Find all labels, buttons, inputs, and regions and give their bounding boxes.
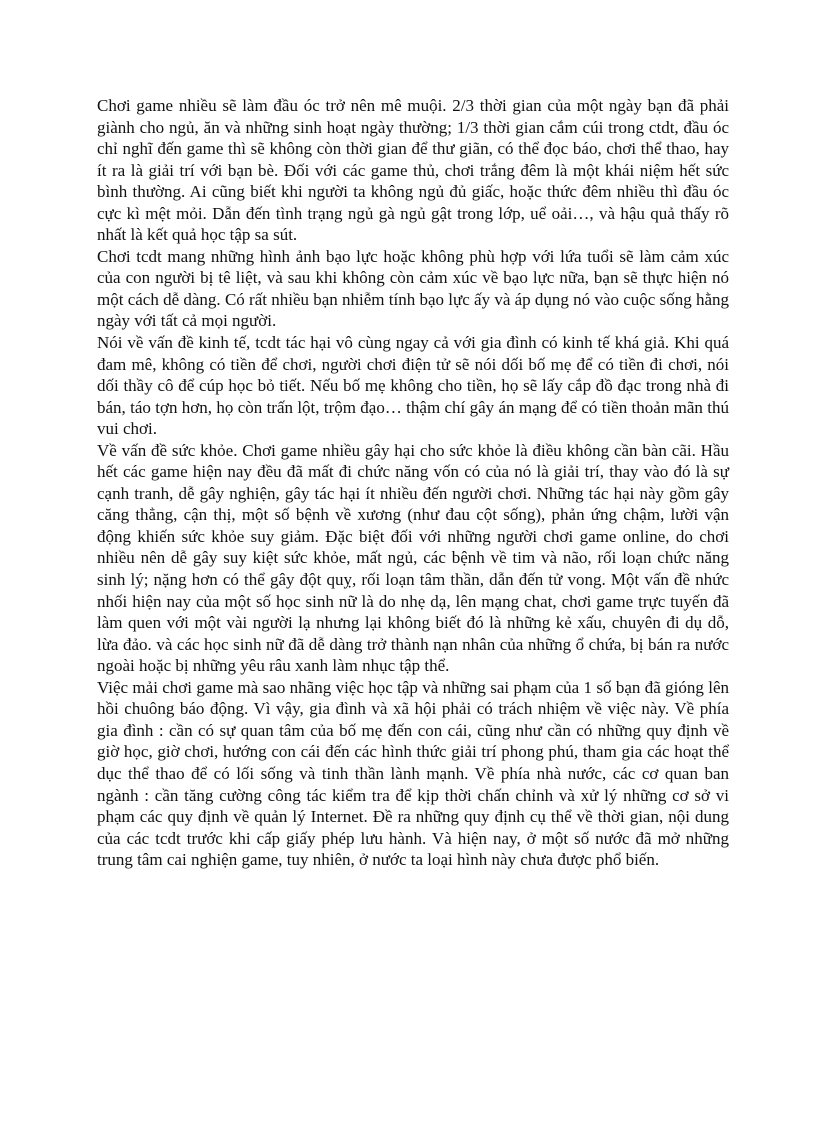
paragraph-gaming-mental-effects: Chơi game nhiều sẽ làm đầu óc trở nên mê muội. 2/3 thời gian của một ngày bạn đã phải giành cho ngủ, ăn và những sinh hoạt ngày thường; 1/3 thời gian cắm cúi trong ctdt, đầu óc chỉ nghĩ đến game thì sẽ không còn thời gian để thư giãn, có thể đọc báo, chơi thể thao, hay ít ra là giải trí với bạn bè. Đối với các game thủ, chơi trắng đêm là một khái niệm hết sức bình thường. Ai cũng biết khi người ta không ngủ đủ giấc, hoặc thức đêm nhiều thì đầu óc cực kì mệt mỏi. Dẫn đến tình trạng ngủ gà ngủ gật trong lớp, uể oải…, và hậu quả thấy rõ nhất là kết quả học tập sa sút. [97,96,729,245]
document-page [97,95,729,871]
paragraph-economic-harm: Nói về vấn đề kinh tế, tcdt tác hại vô cùng ngay cả với gia đình có kinh tế khá giả. Khi quá đam mê, không có tiền để chơi, người chơi điện tử sẽ nói dối bố mẹ để có tiền đi chơi, nói dối thầy cô để cúp học bỏ tiết. Nếu bố mẹ không cho tiền, họ sẽ lấy cắp đồ đạc trong nhà đi bán, táo tợn hơn, họ còn trấn lột, trộm đạo… thậm chí gây án mạng để có tiền thoản mãn thú vui chơi. [97,333,729,439]
paragraph-responsibility: Việc mải chơi game mà sao nhãng việc học tập và những sai phạm của 1 số bạn đã gióng lên hồi chuông báo động. Vì vậy, gia đình và xã hội phải có trách nhiệm về việc này. Về phía gia đình : cần có sự quan tâm của bố mẹ đến con cái, cũng như cần có những quy định về giờ học, giờ chơi, hướng con cái đến các hình thức giải trí phong phú, tham gia các hoạt thể dục thể thao để có lối sống và tinh thần lành mạnh. Về phía nhà nước, các cơ quan ban ngành : cần tăng cường công tác kiểm tra để kịp thời chấn chỉnh và xử lý những cơ sở vi phạm các quy định về quản lý Internet. Đề ra những quy định cụ thể về thời gian, nội dung của các tcdt trước khi cấp giấy phép lưu hành. Và hiện nay, ở một số nước đã mở những trung tâm cai nghiện game, tuy nhiên, ở nước ta loại hình này chưa được phổ biến. [97,677,729,870]
paragraph-health: Về vấn đề sức khỏe. Chơi game nhiều gây hại cho sức khỏe là điều không cần bàn cãi. Hầu hết các game hiện nay đều đã mất đi chức năng vốn có của nó là giải trí, thay vào đó là sự cạnh tranh, dễ gây nghiện, gây tác hại ít nhiều đến người chơi. Những tác hại này gồm gây căng thẳng, cận thị, một số bệnh về xương (như đau cột sống), phản ứng chậm, lười vận động khiến sức khỏe suy giảm. Đặc biệt đối với những người chơi game online, do chơi nhiều nên dễ gây suy kiệt sức khỏe, mất ngủ, các bệnh về tim và não, rối loạn chức năng sinh lý; nặng hơn có thể gây đột quỵ, rối loạn tâm thần, dẫn đến tử vong. Một vấn đề nhức nhối hiện nay của một số học sinh nữ là do nhẹ dạ, lên mạng chat, chơi game trực tuyến đã làm quen với một vài người lạ nhưng lại không biết đó là những kẻ xấu, chuyên đi dụ dỗ, lừa đảo. và các học sinh nữ đã dễ dàng trở thành nạn nhân của những ổ chứa, bị bán ra nước ngoài hoặc bị những yêu râu xanh làm nhục tập thể. [97,440,729,676]
paragraph-violence: Chơi tcdt mang những hình ảnh bạo lực hoặc không phù hợp với lứa tuổi sẽ làm cảm xúc của con người bị tê liệt, và sau khi không còn cảm xúc về bạo lực nữa, bạn sẽ thực hiện nó một cách dễ dàng. Có rất nhiều bạn nhiễm tính bạo lực ấy và áp dụng nó vào cuộc sống hằng ngày với tất cả mọi người. [97,246,729,331]
